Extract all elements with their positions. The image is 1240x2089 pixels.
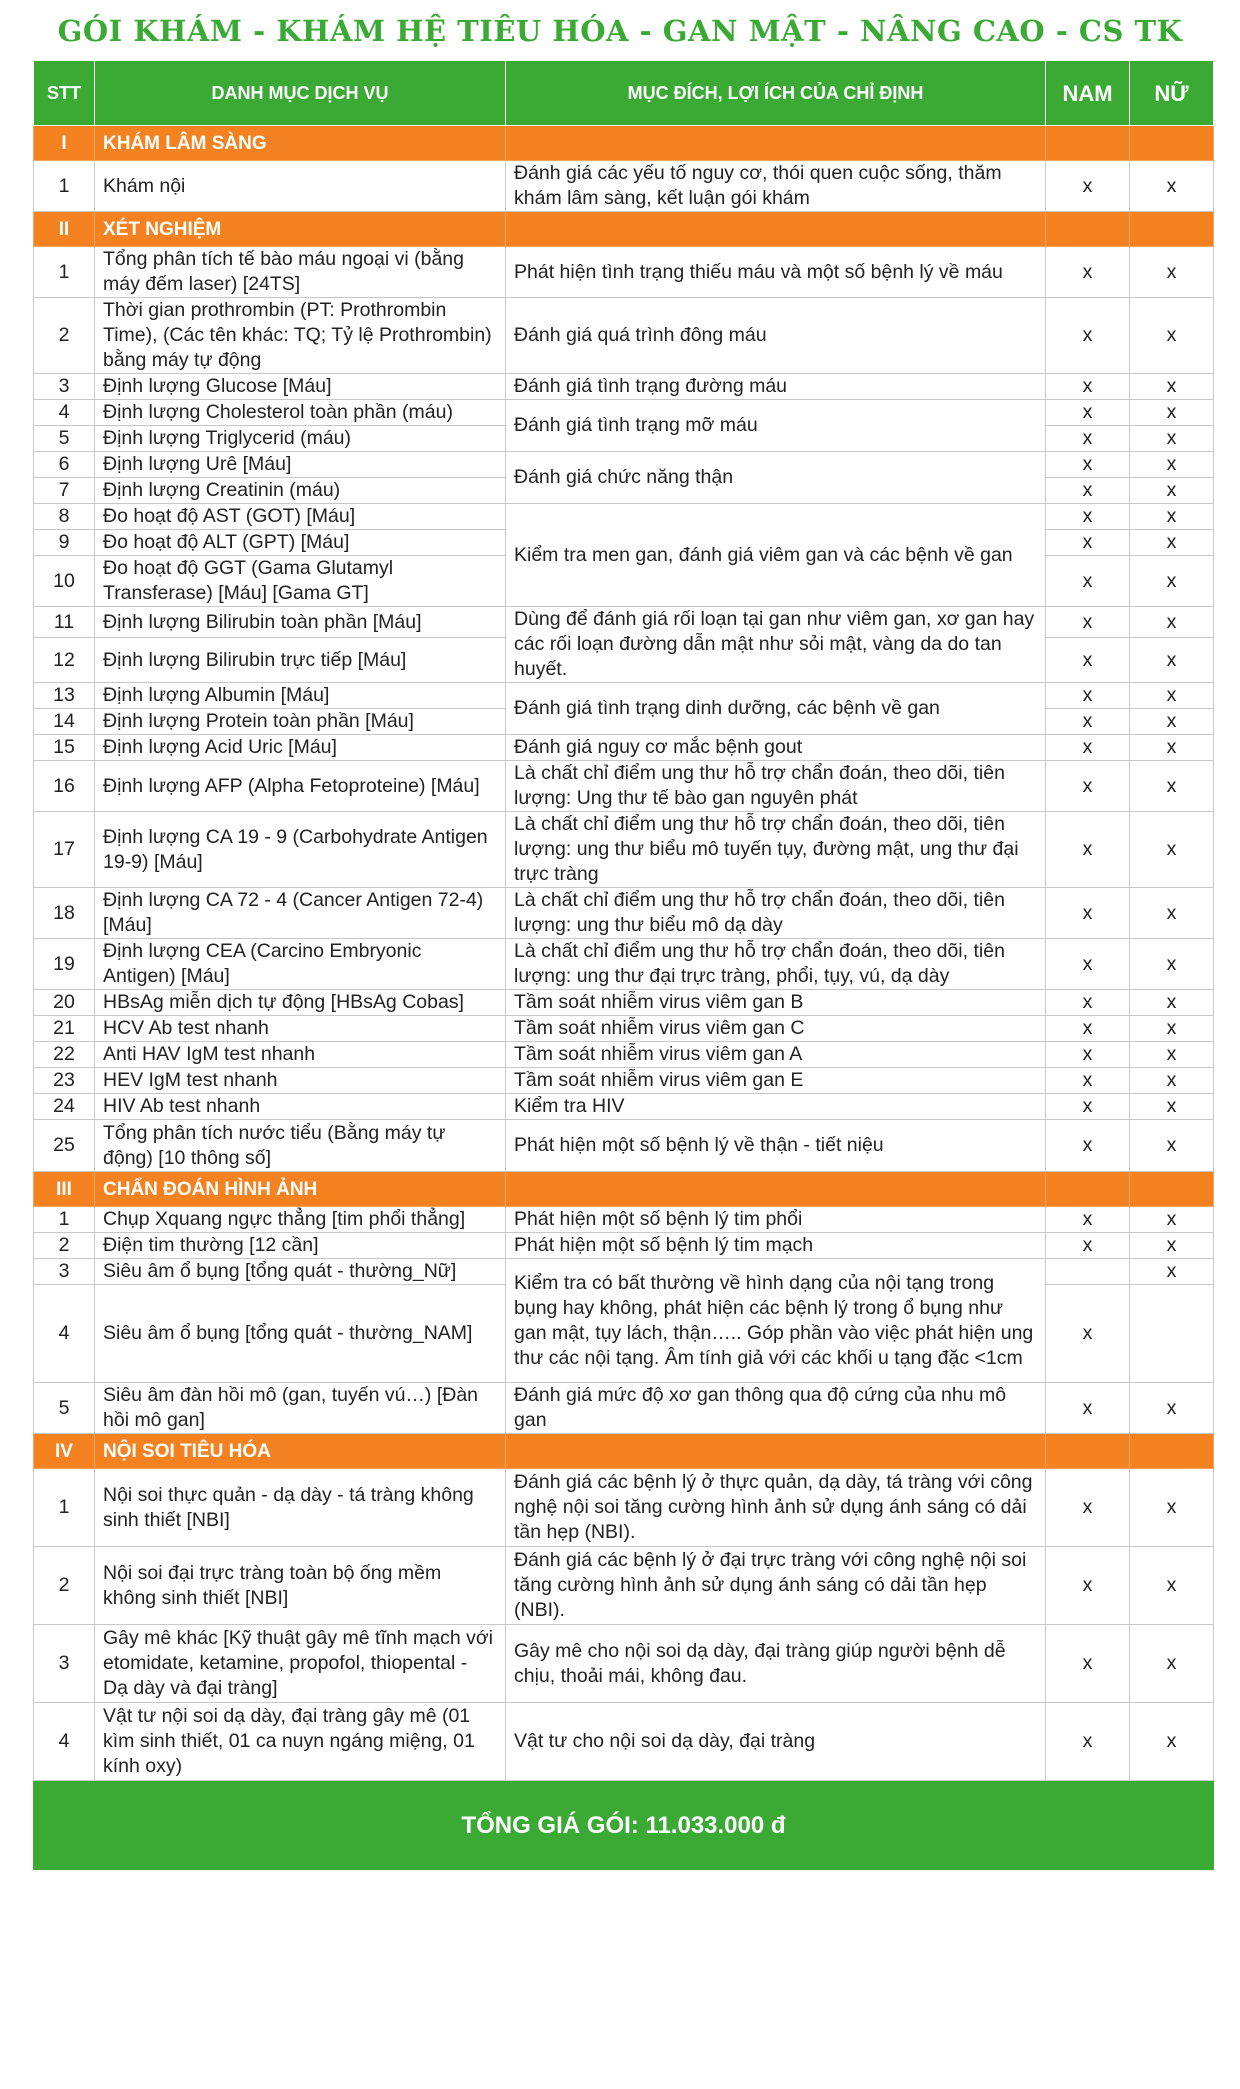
section-header-row xyxy=(34,212,1214,247)
row-female: x xyxy=(1130,990,1214,1016)
table-row xyxy=(34,1016,1214,1042)
row-service: Tổng phân tích nước tiểu (Bằng máy tự động) [10 thông số] xyxy=(95,1120,506,1172)
row-purpose: Tầm soát nhiễm virus viêm gan E xyxy=(506,1068,1046,1094)
row-purpose: Kiểm tra có bất thường về hình dạng của nội tạng trong bụng hay không, phát hiện các bệnh lý trong ổ bụng như gan mật, tụy lách, thận….. Góp phần vào việc phát hiện ung thư các nội tạng. Âm tính giả với các khối u tạng đặc <1cm xyxy=(506,1259,1046,1383)
row-male: x xyxy=(1046,638,1130,683)
table-row xyxy=(34,735,1214,761)
row-service: Đo hoạt độ GGT (Gama Glutamyl Transferase) [Máu] [Gama GT] xyxy=(95,556,506,607)
row-female: x xyxy=(1130,683,1214,709)
row-purpose: Là chất chỉ điểm ung thư hỗ trợ chẩn đoán, theo dõi, tiên lượng: ung thư biểu mô tuyến tụy, đường mật, ung thư đại trực tràng xyxy=(506,812,1046,888)
table-header-row xyxy=(34,61,1214,126)
row-purpose: Đánh giá mức độ xơ gan thông qua độ cứng của nhu mô gan xyxy=(506,1383,1046,1434)
row-male: x xyxy=(1046,939,1130,990)
row-service: HEV IgM test nhanh xyxy=(95,1068,506,1094)
row-male: x xyxy=(1046,374,1130,400)
row-service: Chụp Xquang ngực thẳng [tim phổi thẳng] xyxy=(95,1207,506,1233)
row-stt: 3 xyxy=(34,1625,95,1703)
section-number: IV xyxy=(34,1434,95,1469)
section-blank xyxy=(1130,212,1214,247)
row-male: x xyxy=(1046,452,1130,478)
row-service: Thời gian prothrombin (PT: Prothrombin Time), (Các tên khác: TQ; Tỷ lệ Prothrombin) bằng máy tự động xyxy=(95,298,506,374)
section-number: III xyxy=(34,1172,95,1207)
table-row xyxy=(34,1703,1214,1781)
row-male: x xyxy=(1046,161,1130,212)
row-stt: 3 xyxy=(34,374,95,400)
row-stt: 23 xyxy=(34,1068,95,1094)
row-purpose: Đánh giá tình trạng đường máu xyxy=(506,374,1046,400)
header-purpose: MỤC ĐÍCH, LỢI ÍCH CỦA CHỈ ĐỊNH xyxy=(506,61,1046,126)
row-female: x xyxy=(1130,478,1214,504)
row-service: Đo hoạt độ AST (GOT) [Máu] xyxy=(95,504,506,530)
table-row xyxy=(34,1094,1214,1120)
row-stt: 21 xyxy=(34,1016,95,1042)
table-row xyxy=(34,1547,1214,1625)
row-female: x xyxy=(1130,888,1214,939)
row-female: x xyxy=(1130,247,1214,298)
table-row xyxy=(34,452,1214,478)
row-male: x xyxy=(1046,1547,1130,1625)
row-male: x xyxy=(1046,400,1130,426)
row-female: x xyxy=(1130,939,1214,990)
row-female: x xyxy=(1130,1068,1214,1094)
row-service: Định lượng CEA (Carcino Embryonic Antigen) [Máu] xyxy=(95,939,506,990)
row-male: x xyxy=(1046,530,1130,556)
row-service: HBsAg miễn dịch tự động [HBsAg Cobas] xyxy=(95,990,506,1016)
row-stt: 18 xyxy=(34,888,95,939)
row-female: x xyxy=(1130,1094,1214,1120)
row-male: x xyxy=(1046,812,1130,888)
row-purpose: Gây mê cho nội soi dạ dày, đại tràng giúp người bệnh dễ chịu, thoải mái, không đau. xyxy=(506,1625,1046,1703)
row-purpose: Tầm soát nhiễm virus viêm gan A xyxy=(506,1042,1046,1068)
row-female: x xyxy=(1130,812,1214,888)
header-male: NAM xyxy=(1046,61,1130,126)
row-purpose: Đánh giá nguy cơ mắc bệnh gout xyxy=(506,735,1046,761)
row-female: x xyxy=(1130,1120,1214,1172)
table-row xyxy=(34,247,1214,298)
section-name: KHÁM LÂM SÀNG xyxy=(95,126,506,161)
row-service: Định lượng Triglycerid (máu) xyxy=(95,426,506,452)
row-female: x xyxy=(1130,1207,1214,1233)
table-row xyxy=(34,1625,1214,1703)
row-stt: 3 xyxy=(34,1259,95,1285)
row-service: HCV Ab test nhanh xyxy=(95,1016,506,1042)
section-name: CHẨN ĐOÁN HÌNH ẢNH xyxy=(95,1172,506,1207)
row-male: x xyxy=(1046,478,1130,504)
row-purpose: Tầm soát nhiễm virus viêm gan C xyxy=(506,1016,1046,1042)
row-purpose: Là chất chỉ điểm ung thư hỗ trợ chẩn đoán, theo dõi, tiên lượng: ung thư biểu mô dạ dày xyxy=(506,888,1046,939)
row-stt: 19 xyxy=(34,939,95,990)
row-female: x xyxy=(1130,638,1214,683)
total-row xyxy=(34,1781,1214,1870)
row-female: x xyxy=(1130,452,1214,478)
row-stt: 20 xyxy=(34,990,95,1016)
section-blank xyxy=(1130,126,1214,161)
row-purpose: Vật tư cho nội soi dạ dày, đại tràng xyxy=(506,1703,1046,1781)
row-female: x xyxy=(1130,400,1214,426)
row-stt: 12 xyxy=(34,638,95,683)
header-service: DANH MỤC DỊCH VỤ xyxy=(95,61,506,126)
row-service: Định lượng CA 72 - 4 (Cancer Antigen 72-4) [Máu] xyxy=(95,888,506,939)
section-blank xyxy=(1046,212,1130,247)
row-service: Định lượng Bilirubin trực tiếp [Máu] xyxy=(95,638,506,683)
row-service: Siêu âm đàn hồi mô (gan, tuyến vú…) [Đàn hồi mô gan] xyxy=(95,1383,506,1434)
row-stt: 5 xyxy=(34,1383,95,1434)
row-male: x xyxy=(1046,1016,1130,1042)
row-stt: 8 xyxy=(34,504,95,530)
row-male: x xyxy=(1046,1042,1130,1068)
section-header-row xyxy=(34,1434,1214,1469)
table-body xyxy=(34,126,1214,1781)
row-female: x xyxy=(1130,735,1214,761)
row-male: x xyxy=(1046,1094,1130,1120)
row-male: x xyxy=(1046,1625,1130,1703)
table-row xyxy=(34,1259,1214,1285)
row-purpose: Là chất chỉ điểm ung thư hỗ trợ chẩn đoán, theo dõi, tiên lượng: Ung thư tế bào gan nguyên phát xyxy=(506,761,1046,812)
row-purpose: Đánh giá quá trình đông máu xyxy=(506,298,1046,374)
table-row xyxy=(34,1383,1214,1434)
row-stt: 4 xyxy=(34,400,95,426)
section-blank xyxy=(506,1172,1046,1207)
row-female: x xyxy=(1130,709,1214,735)
row-purpose: Đánh giá chức năng thận xyxy=(506,452,1046,504)
row-service: Định lượng Protein toàn phần [Máu] xyxy=(95,709,506,735)
row-stt: 1 xyxy=(34,1207,95,1233)
row-service: Định lượng AFP (Alpha Fetoproteine) [Máu] xyxy=(95,761,506,812)
row-female xyxy=(1130,1285,1214,1383)
row-female: x xyxy=(1130,1233,1214,1259)
row-female: x xyxy=(1130,1547,1214,1625)
row-purpose: Là chất chỉ điểm ung thư hỗ trợ chẩn đoán, theo dõi, tiên lượng: ung thư đại trực tràng, phổi, tụy, vú, dạ dày xyxy=(506,939,1046,990)
row-purpose: Tầm soát nhiễm virus viêm gan B xyxy=(506,990,1046,1016)
row-stt: 5 xyxy=(34,426,95,452)
row-male: x xyxy=(1046,709,1130,735)
row-service: Nội soi thực quản - dạ dày - tá tràng không sinh thiết [NBI] xyxy=(95,1469,506,1547)
table-row xyxy=(34,1469,1214,1547)
row-female: x xyxy=(1130,426,1214,452)
row-service: Định lượng Creatinin (máu) xyxy=(95,478,506,504)
row-male: x xyxy=(1046,504,1130,530)
row-service: Vật tư nội soi dạ dày, đại tràng gây mê (01 kìm sinh thiết, 01 ca nuyn ngáng miệng, 01 kính oxy) xyxy=(95,1703,506,1781)
section-number: II xyxy=(34,212,95,247)
row-stt: 15 xyxy=(34,735,95,761)
row-service: Siêu âm ổ bụng [tổng quát - thường_NAM] xyxy=(95,1285,506,1383)
section-header-row xyxy=(34,1172,1214,1207)
row-male: x xyxy=(1046,1120,1130,1172)
row-female: x xyxy=(1130,504,1214,530)
row-service: Điện tim thường [12 cần] xyxy=(95,1233,506,1259)
row-stt: 24 xyxy=(34,1094,95,1120)
page-title: GÓI KHÁM - KHÁM HỆ TIÊU HÓA - GAN MẬT - NÂNG CAO - CS TK xyxy=(57,14,1183,48)
row-male: x xyxy=(1046,556,1130,607)
row-stt: 4 xyxy=(34,1703,95,1781)
row-purpose: Đánh giá các bệnh lý ở đại trực tràng với công nghệ nội soi tăng cường hình ảnh sử dụng ánh sáng có dải tần hẹp (NBI). xyxy=(506,1547,1046,1625)
row-service: Định lượng Bilirubin toàn phần [Máu] xyxy=(95,607,506,638)
table-row xyxy=(34,761,1214,812)
row-purpose: Phát hiện tình trạng thiếu máu và một số bệnh lý về máu xyxy=(506,247,1046,298)
table-row xyxy=(34,1068,1214,1094)
row-service: Khám nội xyxy=(95,161,506,212)
row-purpose: Phát hiện một số bệnh lý tim phổi xyxy=(506,1207,1046,1233)
section-blank xyxy=(1130,1434,1214,1469)
section-blank xyxy=(1046,126,1130,161)
row-female: x xyxy=(1130,1016,1214,1042)
row-male: x xyxy=(1046,735,1130,761)
table-row xyxy=(34,374,1214,400)
table-row xyxy=(34,683,1214,709)
section-blank xyxy=(1046,1172,1130,1207)
row-stt: 25 xyxy=(34,1120,95,1172)
table-row xyxy=(34,990,1214,1016)
section-header-row xyxy=(34,126,1214,161)
row-purpose: Phát hiện một số bệnh lý về thận - tiết niệu xyxy=(506,1120,1046,1172)
row-male: x xyxy=(1046,1383,1130,1434)
row-male: x xyxy=(1046,298,1130,374)
table-row xyxy=(34,504,1214,530)
row-service: Định lượng Urê [Máu] xyxy=(95,452,506,478)
table-row xyxy=(34,888,1214,939)
row-stt: 9 xyxy=(34,530,95,556)
row-male: x xyxy=(1046,1469,1130,1547)
row-male: x xyxy=(1046,1703,1130,1781)
table-row xyxy=(34,400,1214,426)
row-male: x xyxy=(1046,1068,1130,1094)
row-male: x xyxy=(1046,888,1130,939)
row-service: Anti HAV IgM test nhanh xyxy=(95,1042,506,1068)
row-purpose: Đánh giá các yếu tố nguy cơ, thói quen cuộc sống, thăm khám lâm sàng, kết luận gói khám xyxy=(506,161,1046,212)
row-stt: 10 xyxy=(34,556,95,607)
table-row xyxy=(34,298,1214,374)
row-male: x xyxy=(1046,761,1130,812)
row-stt: 17 xyxy=(34,812,95,888)
row-service: Định lượng Acid Uric [Máu] xyxy=(95,735,506,761)
section-blank xyxy=(506,126,1046,161)
section-number: I xyxy=(34,126,95,161)
row-purpose: Đánh giá các bệnh lý ở thực quản, dạ dày, tá tràng với công nghệ nội soi tăng cường hình ảnh sử dụng ánh sáng có dải tần hẹp (NBI). xyxy=(506,1469,1046,1547)
row-service: Định lượng CA 19 - 9 (Carbohydrate Antigen 19-9) [Máu] xyxy=(95,812,506,888)
section-blank xyxy=(1130,1172,1214,1207)
table-row xyxy=(34,1120,1214,1172)
row-female: x xyxy=(1130,1625,1214,1703)
row-male xyxy=(1046,1259,1130,1285)
row-female: x xyxy=(1130,298,1214,374)
row-stt: 1 xyxy=(34,161,95,212)
row-service: Tổng phân tích tế bào máu ngoại vi (bằng máy đếm laser) [24TS] xyxy=(95,247,506,298)
table-row xyxy=(34,1207,1214,1233)
row-purpose: Kiểm tra HIV xyxy=(506,1094,1046,1120)
table-row xyxy=(34,607,1214,638)
row-purpose: Đánh giá tình trạng mỡ máu xyxy=(506,400,1046,452)
row-female: x xyxy=(1130,374,1214,400)
table-row xyxy=(34,1042,1214,1068)
row-service: Siêu âm ổ bụng [tổng quát - thường_Nữ] xyxy=(95,1259,506,1285)
section-blank xyxy=(506,212,1046,247)
section-name: NỘI SOI TIÊU HÓA xyxy=(95,1434,506,1469)
row-service: Định lượng Albumin [Máu] xyxy=(95,683,506,709)
row-stt: 1 xyxy=(34,247,95,298)
row-service: Định lượng Cholesterol toàn phần (máu) xyxy=(95,400,506,426)
row-female: x xyxy=(1130,607,1214,638)
row-female: x xyxy=(1130,530,1214,556)
section-blank xyxy=(1046,1434,1130,1469)
row-female: x xyxy=(1130,1469,1214,1547)
row-male: x xyxy=(1046,1285,1130,1383)
table-row xyxy=(34,161,1214,212)
row-stt: 22 xyxy=(34,1042,95,1068)
row-stt: 1 xyxy=(34,1469,95,1547)
row-purpose: Phát hiện một số bệnh lý tim mạch xyxy=(506,1233,1046,1259)
header-stt: STT xyxy=(34,61,95,126)
row-female: x xyxy=(1130,1703,1214,1781)
row-male: x xyxy=(1046,426,1130,452)
row-female: x xyxy=(1130,1259,1214,1285)
row-stt: 6 xyxy=(34,452,95,478)
section-name: XÉT NGHIỆM xyxy=(95,212,506,247)
row-female: x xyxy=(1130,1383,1214,1434)
row-service: Đo hoạt độ ALT (GPT) [Máu] xyxy=(95,530,506,556)
row-service: Gây mê khác [Kỹ thuật gây mê tĩnh mạch với etomidate, ketamine, propofol, thiopental - Dạ dày và đại tràng] xyxy=(95,1625,506,1703)
row-female: x xyxy=(1130,761,1214,812)
row-male: x xyxy=(1046,1207,1130,1233)
row-purpose: Đánh giá tình trạng dinh dưỡng, các bệnh về gan xyxy=(506,683,1046,735)
row-stt: 4 xyxy=(34,1285,95,1383)
row-stt: 13 xyxy=(34,683,95,709)
row-male: x xyxy=(1046,1233,1130,1259)
service-table xyxy=(33,60,1214,1870)
row-stt: 11 xyxy=(34,607,95,638)
row-stt: 2 xyxy=(34,1547,95,1625)
total-price: TỔNG GIÁ GÓI: 11.033.000 đ xyxy=(34,1781,1214,1870)
table-row xyxy=(34,812,1214,888)
row-stt: 2 xyxy=(34,1233,95,1259)
row-purpose: Kiểm tra men gan, đánh giá viêm gan và các bệnh về gan xyxy=(506,504,1046,607)
row-female: x xyxy=(1130,1042,1214,1068)
row-stt: 14 xyxy=(34,709,95,735)
table-row xyxy=(34,939,1214,990)
row-service: Nội soi đại trực tràng toàn bộ ống mềm không sinh thiết [NBI] xyxy=(95,1547,506,1625)
row-male: x xyxy=(1046,247,1130,298)
row-male: x xyxy=(1046,683,1130,709)
row-service: HIV Ab test nhanh xyxy=(95,1094,506,1120)
row-service: Định lượng Glucose [Máu] xyxy=(95,374,506,400)
row-stt: 2 xyxy=(34,298,95,374)
row-female: x xyxy=(1130,161,1214,212)
row-female: x xyxy=(1130,556,1214,607)
row-stt: 7 xyxy=(34,478,95,504)
row-purpose: Dùng để đánh giá rối loạn tại gan như viêm gan, xơ gan hay các rối loạn đường dẫn mật như sỏi mật, vàng da do tan huyết. xyxy=(506,607,1046,683)
header-female: NỮ xyxy=(1130,61,1214,126)
section-blank xyxy=(506,1434,1046,1469)
row-stt: 16 xyxy=(34,761,95,812)
row-male: x xyxy=(1046,607,1130,638)
table-row xyxy=(34,1233,1214,1259)
row-male: x xyxy=(1046,990,1130,1016)
